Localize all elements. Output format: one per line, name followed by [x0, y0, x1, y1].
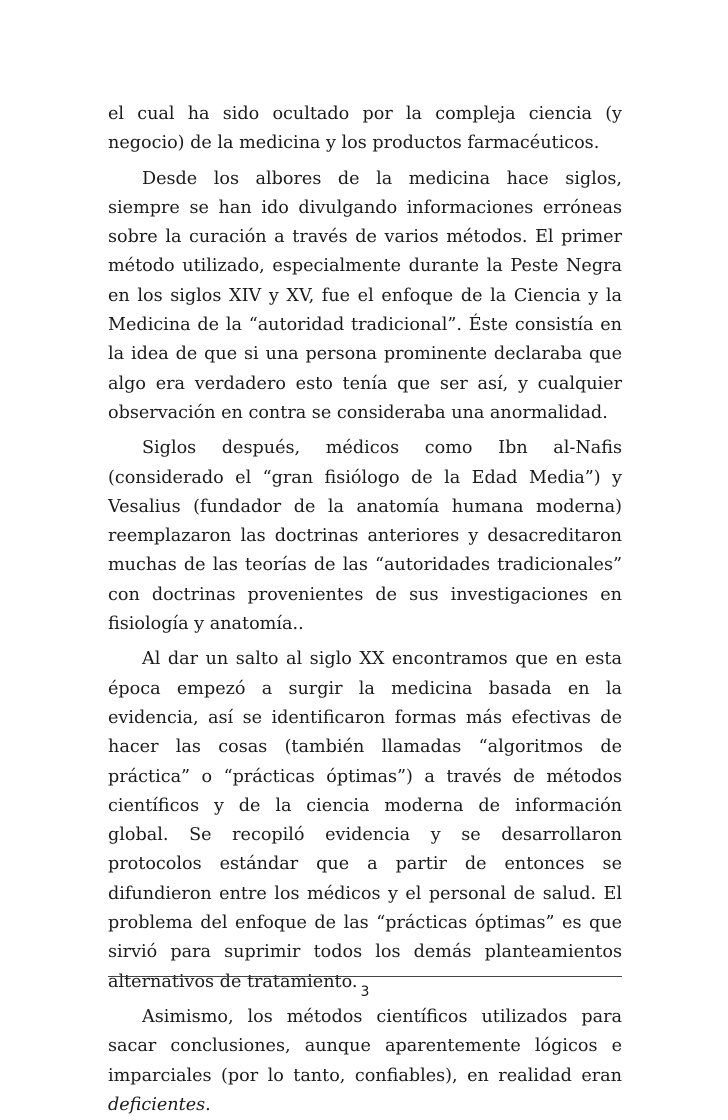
paragraph-text-end: .	[205, 1094, 211, 1115]
paragraph-text-lead: Asimismo, los métodos científicos utilizados para sacar conclusiones, aunque aparentemente lógicos e imparciales (por lo tanto, confiables), en realidad eran	[108, 1006, 622, 1086]
body-text	[108, 100, 622, 1120]
paragraph-evidence-based-medicine: Al dar un salto al siglo XX encontramos que en esta época empezó a surgir la medicina basada en la evidencia, así se identificaron formas más efectivas de hacer las cosas (también llamadas “algoritmos de práctica” o “prácticas óptimas”) a través de métodos científicos y de la ciencia moderna de información global. Se recopiló evidencia y se desarrollaron protocolos estándar que a partir de entonces se difundieron entre los médicos y el personal de salud. El problema del enfoque de las “prácticas óptimas” es que sirvió para suprimir todos los demás planteamientos alternativos de tratamiento.	[108, 649, 622, 992]
paragraph-deficient-methods	[108, 1003, 622, 1120]
paragraph-continuation: el cual ha sido ocultado por la compleja ciencia (y negocio) de la medicina y los productos farmacéuticos.	[108, 104, 622, 154]
footer-divider	[108, 976, 622, 977]
paragraph-history-errors: Desde los albores de la medicina hace siglos, siempre se han ido divulgando informaciones erróneas sobre la curación a través de varios métodos. El primer método utilizado, especialmente durante la Peste Negra en los siglos XIV y XV, fue el enfoque de la Ciencia y la Medicina de la “autoridad tradicional”. Éste consistía en la idea de que si una persona prominente declaraba que algo era verdadero esto tenía que ser así, y cualquier observación en contra se consideraba una anormalidad.	[108, 168, 622, 423]
emphasized-word: deficientes	[108, 1094, 206, 1115]
page-number: 3	[360, 984, 370, 1000]
paragraph-ibn-al-nafis-vesalius: Siglos después, médicos como Ibn al-Nafis (considerado el “gran fisiólogo de la Edad Media”) y Vesalius (fundador de la anatomía humana moderna) reemplazaron las doctrinas anteriores y desacreditaron muchas de las teorías de las “autoridades tradicionales” con doctrinas provenientes de sus investigaciones en fisiología y anatomía..	[108, 438, 622, 635]
